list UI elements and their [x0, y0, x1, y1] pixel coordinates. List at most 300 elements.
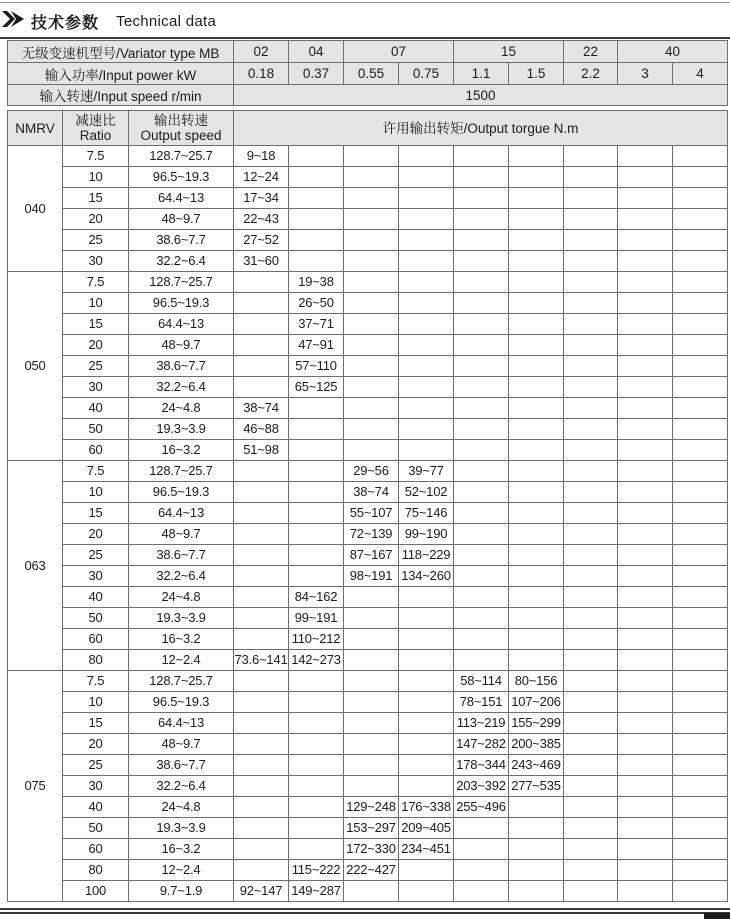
torque-cell: [399, 419, 454, 440]
torque-cell: [234, 314, 289, 335]
torque-cell: [618, 167, 673, 188]
torque-cell: [618, 209, 673, 230]
input-speed-row: [8, 85, 728, 106]
torque-cell: [564, 650, 618, 671]
torque-cell: 243~469: [509, 755, 564, 776]
torque-cell: [289, 524, 344, 545]
torque-cell: 178~344: [454, 755, 509, 776]
ratio-cell: 80: [63, 860, 129, 881]
torque-cell: [509, 650, 564, 671]
input-power-cell: 4: [673, 63, 728, 85]
torque-cell: 27~52: [234, 230, 289, 251]
ratio-cell: 15: [63, 314, 129, 335]
table-row: [8, 398, 728, 419]
nmrv-model-cell: 075: [8, 671, 63, 902]
torque-cell: [289, 209, 344, 230]
torque-cell: [509, 314, 564, 335]
table-row: [8, 776, 728, 797]
torque-cell: [673, 167, 728, 188]
ratio-cell: 15: [63, 713, 129, 734]
torque-cell: [234, 818, 289, 839]
torque-cell: 75~146: [399, 503, 454, 524]
torque-cell: [509, 398, 564, 419]
torque-cell: [399, 314, 454, 335]
torque-cell: [454, 230, 509, 251]
ratio-cell: 30: [63, 776, 129, 797]
torque-cell: [289, 797, 344, 818]
torque-cell: [289, 167, 344, 188]
torque-cell: [564, 314, 618, 335]
torque-cell: [618, 335, 673, 356]
torque-cell: [234, 608, 289, 629]
torque-cell: [289, 503, 344, 524]
torque-cell: [454, 587, 509, 608]
torque-cell: [673, 608, 728, 629]
torque-cell: [234, 566, 289, 587]
output-speed-cell: 24~4.8: [129, 398, 234, 419]
torque-cell: [234, 356, 289, 377]
torque-cell: 37~71: [289, 314, 344, 335]
double-chevron-icon: [2, 10, 24, 33]
torque-cell: [509, 482, 564, 503]
nmrv-model-cell: 063: [8, 461, 63, 671]
torque-cell: [618, 776, 673, 797]
torque-cell: 46~88: [234, 419, 289, 440]
input-power-cell: 0.37: [289, 63, 344, 85]
torque-cell: 80~156: [509, 671, 564, 692]
torque-cell: [509, 293, 564, 314]
torque-cell: [399, 881, 454, 902]
torque-cell: [234, 797, 289, 818]
torque-cell: [618, 503, 673, 524]
torque-cell: 118~229: [399, 545, 454, 566]
output-speed-cell: 128.7~25.7: [129, 272, 234, 293]
torque-cell: [399, 251, 454, 272]
output-speed-cell: 64.4~13: [129, 713, 234, 734]
torque-cell: [344, 776, 399, 797]
torque-cell: 115~222: [289, 860, 344, 881]
torque-cell: [454, 440, 509, 461]
torque-cell: [509, 881, 564, 902]
torque-cell: [454, 209, 509, 230]
torque-cell: [399, 713, 454, 734]
torque-cell: [234, 839, 289, 860]
torque-cell: [618, 671, 673, 692]
torque-cell: 38~74: [344, 482, 399, 503]
technical-data-table: [7, 40, 727, 902]
torque-cell: [618, 587, 673, 608]
torque-cell: [509, 566, 564, 587]
table-row: [8, 608, 728, 629]
table-top-border: [0, 37, 730, 39]
torque-cell: 110~212: [289, 629, 344, 650]
page-title-en: Technical data: [116, 12, 217, 30]
column-header-row: [8, 111, 728, 146]
output-speed-cell: 24~4.8: [129, 587, 234, 608]
torque-cell: [399, 209, 454, 230]
torque-cell: [234, 587, 289, 608]
output-speed-cell: 128.7~25.7: [129, 671, 234, 692]
torque-cell: [454, 272, 509, 293]
table-row: [8, 188, 728, 209]
torque-cell: [564, 545, 618, 566]
torque-cell: [399, 860, 454, 881]
torque-cell: 153~297: [344, 818, 399, 839]
torque-cell: [673, 419, 728, 440]
nmrv-column-header: NMRV: [8, 111, 63, 146]
torque-cell: [673, 251, 728, 272]
torque-cell: [564, 272, 618, 293]
variator-model-cell: 04: [289, 41, 344, 63]
variator-model-row: [8, 41, 728, 63]
torque-cell: [618, 545, 673, 566]
torque-cell: 19~38: [289, 272, 344, 293]
torque-cell: [673, 860, 728, 881]
torque-cell: 22~43: [234, 209, 289, 230]
torque-cell: [509, 629, 564, 650]
torque-cell: [289, 482, 344, 503]
torque-cell: [234, 671, 289, 692]
torque-cell: [618, 188, 673, 209]
ratio-cell: 20: [63, 335, 129, 356]
torque-cell: [399, 335, 454, 356]
output-speed-cell: 96.5~19.3: [129, 482, 234, 503]
torque-cell: [673, 671, 728, 692]
torque-cell: [509, 209, 564, 230]
output-speed-header-en: Output speed: [140, 128, 222, 143]
ratio-cell: 25: [63, 755, 129, 776]
torque-cell: [564, 503, 618, 524]
torque-cell: [564, 209, 618, 230]
table-row: [8, 167, 728, 188]
torque-cell: [618, 272, 673, 293]
output-speed-cell: 96.5~19.3: [129, 167, 234, 188]
page-title: [2, 9, 216, 33]
torque-cell: 98~191: [344, 566, 399, 587]
torque-cell: [344, 272, 399, 293]
torque-cell: [564, 734, 618, 755]
torque-cell: [618, 230, 673, 251]
torque-cell: [454, 881, 509, 902]
torque-cell: 73.6~141: [234, 650, 289, 671]
ratio-cell: 30: [63, 566, 129, 587]
torque-cell: 31~60: [234, 251, 289, 272]
torque-cell: [509, 818, 564, 839]
torque-column-header: 许用输出转矩/Output torgue N.m: [234, 111, 728, 146]
torque-cell: [509, 251, 564, 272]
torque-cell: [454, 293, 509, 314]
torque-cell: [618, 314, 673, 335]
output-speed-cell: 48~9.7: [129, 209, 234, 230]
input-speed-value: 1500: [234, 85, 728, 106]
input-power-cell: 0.18: [234, 63, 289, 85]
table-row: [8, 419, 728, 440]
table-row: [8, 818, 728, 839]
torque-cell: [344, 356, 399, 377]
torque-cell: [673, 440, 728, 461]
torque-cell: [673, 209, 728, 230]
ratio-cell: 100: [63, 881, 129, 902]
table-row: [8, 881, 728, 902]
torque-cell: [564, 839, 618, 860]
input-power-cell: 1.5: [509, 63, 564, 85]
torque-cell: [673, 797, 728, 818]
table-row: [8, 335, 728, 356]
torque-cell: [564, 524, 618, 545]
torque-cell: [618, 692, 673, 713]
torque-cell: [399, 755, 454, 776]
torque-cell: [618, 629, 673, 650]
torque-cell: [618, 818, 673, 839]
torque-cell: [618, 734, 673, 755]
ratio-cell: 25: [63, 230, 129, 251]
torque-cell: [344, 755, 399, 776]
torque-cell: [454, 188, 509, 209]
input-power-row: [8, 63, 728, 85]
torque-cell: 51~98: [234, 440, 289, 461]
ratio-cell: 10: [63, 692, 129, 713]
torque-cell: [399, 440, 454, 461]
torque-cell: [289, 419, 344, 440]
output-speed-column-header: [129, 111, 234, 146]
output-speed-cell: 38.6~7.7: [129, 356, 234, 377]
torque-cell: [564, 671, 618, 692]
torque-cell: 29~56: [344, 461, 399, 482]
torque-cell: [618, 524, 673, 545]
torque-cell: [564, 293, 618, 314]
torque-cell: [454, 503, 509, 524]
torque-cell: [289, 545, 344, 566]
torque-cell: 78~151: [454, 692, 509, 713]
torque-cell: [234, 545, 289, 566]
ratio-cell: 7.5: [63, 461, 129, 482]
torque-cell: [234, 734, 289, 755]
torque-cell: 149~287: [289, 881, 344, 902]
torque-cell: [673, 188, 728, 209]
torque-cell: [673, 881, 728, 902]
torque-cell: 113~219: [454, 713, 509, 734]
torque-cell: 72~139: [344, 524, 399, 545]
page-title-zh: 技术参数: [31, 14, 100, 32]
torque-cell: [673, 335, 728, 356]
torque-cell: [673, 314, 728, 335]
torque-cell: [234, 776, 289, 797]
output-speed-cell: 48~9.7: [129, 524, 234, 545]
ratio-cell: 10: [63, 167, 129, 188]
ratio-cell: 7.5: [63, 272, 129, 293]
ratio-cell: 20: [63, 734, 129, 755]
torque-cell: [289, 461, 344, 482]
torque-cell: [454, 818, 509, 839]
torque-cell: [399, 671, 454, 692]
torque-cell: [454, 608, 509, 629]
torque-cell: [234, 860, 289, 881]
torque-cell: [618, 293, 673, 314]
torque-cell: [564, 251, 618, 272]
torque-cell: [344, 629, 399, 650]
torque-cell: [673, 230, 728, 251]
table-row: [8, 314, 728, 335]
torque-cell: [399, 650, 454, 671]
ratio-cell: 50: [63, 608, 129, 629]
table-row: [8, 356, 728, 377]
torque-cell: [673, 587, 728, 608]
torque-cell: [344, 335, 399, 356]
output-speed-cell: 9.7~1.9: [129, 881, 234, 902]
torque-cell: [399, 776, 454, 797]
output-speed-cell: 64.4~13: [129, 503, 234, 524]
torque-cell: [454, 419, 509, 440]
torque-cell: [673, 146, 728, 167]
output-speed-cell: 16~3.2: [129, 629, 234, 650]
torque-cell: 99~191: [289, 608, 344, 629]
torque-cell: [618, 419, 673, 440]
torque-cell: [509, 524, 564, 545]
input-power-cell: 1.1: [454, 63, 509, 85]
torque-cell: [344, 692, 399, 713]
torque-cell: [618, 608, 673, 629]
output-speed-cell: 32.2~6.4: [129, 566, 234, 587]
torque-cell: [454, 482, 509, 503]
torque-cell: 57~110: [289, 356, 344, 377]
torque-cell: [564, 860, 618, 881]
torque-cell: [344, 650, 399, 671]
torque-cell: [618, 377, 673, 398]
torque-cell: [564, 797, 618, 818]
ratio-cell: 40: [63, 398, 129, 419]
table-row: [8, 293, 728, 314]
torque-cell: [289, 755, 344, 776]
ratio-cell: 15: [63, 503, 129, 524]
ratio-cell: 30: [63, 377, 129, 398]
table-row: [8, 251, 728, 272]
torque-cell: 84~162: [289, 587, 344, 608]
nmrv-model-cell: 040: [8, 146, 63, 272]
output-speed-cell: 12~2.4: [129, 860, 234, 881]
output-speed-cell: 96.5~19.3: [129, 692, 234, 713]
output-speed-cell: 32.2~6.4: [129, 251, 234, 272]
ratio-cell: 80: [63, 650, 129, 671]
torque-cell: [564, 566, 618, 587]
output-speed-cell: 32.2~6.4: [129, 377, 234, 398]
torque-cell: [399, 398, 454, 419]
torque-cell: [564, 419, 618, 440]
torque-cell: [564, 230, 618, 251]
input-power-label: 输入功率/Input power kW: [8, 63, 234, 85]
torque-cell: [289, 230, 344, 251]
torque-cell: [344, 671, 399, 692]
torque-cell: [673, 692, 728, 713]
table-row: [8, 587, 728, 608]
torque-cell: 222~427: [344, 860, 399, 881]
ratio-cell: 15: [63, 188, 129, 209]
ratio-cell: 20: [63, 524, 129, 545]
ratio-cell: 60: [63, 839, 129, 860]
torque-cell: [399, 356, 454, 377]
torque-cell: [673, 377, 728, 398]
output-speed-cell: 19.3~3.9: [129, 818, 234, 839]
torque-cell: [509, 587, 564, 608]
torque-cell: [564, 608, 618, 629]
torque-cell: 172~330: [344, 839, 399, 860]
torque-cell: [564, 377, 618, 398]
torque-cell: [509, 440, 564, 461]
torque-cell: 234~451: [399, 839, 454, 860]
table-row: [8, 209, 728, 230]
torque-cell: 87~167: [344, 545, 399, 566]
torque-cell: [673, 293, 728, 314]
torque-cell: [673, 650, 728, 671]
torque-cell: [454, 398, 509, 419]
torque-cell: [454, 251, 509, 272]
output-speed-cell: 64.4~13: [129, 314, 234, 335]
torque-cell: [234, 293, 289, 314]
table-row: [8, 692, 728, 713]
torque-cell: [509, 356, 564, 377]
output-speed-cell: 19.3~3.9: [129, 608, 234, 629]
ratio-cell: 25: [63, 356, 129, 377]
torque-cell: [564, 755, 618, 776]
torque-cell: [289, 734, 344, 755]
torque-cell: [509, 230, 564, 251]
torque-cell: 26~50: [289, 293, 344, 314]
output-speed-cell: 16~3.2: [129, 839, 234, 860]
torque-table: [7, 110, 728, 902]
bottom-divider-1: [0, 908, 730, 910]
table-row: [8, 524, 728, 545]
torque-cell: [509, 860, 564, 881]
torque-cell: [673, 503, 728, 524]
torque-cell: 39~77: [399, 461, 454, 482]
torque-cell: [234, 272, 289, 293]
input-power-cell: 2.2: [564, 63, 618, 85]
torque-cell: [399, 629, 454, 650]
ratio-cell: 20: [63, 209, 129, 230]
table-row: [8, 629, 728, 650]
table-row: [8, 566, 728, 587]
torque-cell: 129~248: [344, 797, 399, 818]
torque-cell: 203~392: [454, 776, 509, 797]
torque-cell: [673, 356, 728, 377]
torque-cell: [289, 692, 344, 713]
torque-cell: 176~338: [399, 797, 454, 818]
header-table: [7, 40, 728, 106]
torque-cell: [618, 839, 673, 860]
table-row: [8, 272, 728, 293]
torque-cell: [289, 671, 344, 692]
table-row: [8, 230, 728, 251]
torque-cell: [564, 587, 618, 608]
table-row: [8, 860, 728, 881]
ratio-cell: 60: [63, 440, 129, 461]
torque-cell: [673, 566, 728, 587]
torque-cell: [399, 377, 454, 398]
ratio-cell: 60: [63, 629, 129, 650]
nmrv-model-cell: 050: [8, 272, 63, 461]
torque-cell: [454, 650, 509, 671]
torque-cell: 255~496: [454, 797, 509, 818]
torque-cell: [289, 713, 344, 734]
ratio-header-zh: 减速比: [75, 113, 116, 128]
torque-cell: [234, 524, 289, 545]
torque-cell: [454, 146, 509, 167]
torque-cell: [618, 482, 673, 503]
torque-cell: [454, 356, 509, 377]
output-speed-cell: 24~4.8: [129, 797, 234, 818]
torque-cell: [454, 860, 509, 881]
torque-cell: [234, 713, 289, 734]
torque-cell: [564, 146, 618, 167]
